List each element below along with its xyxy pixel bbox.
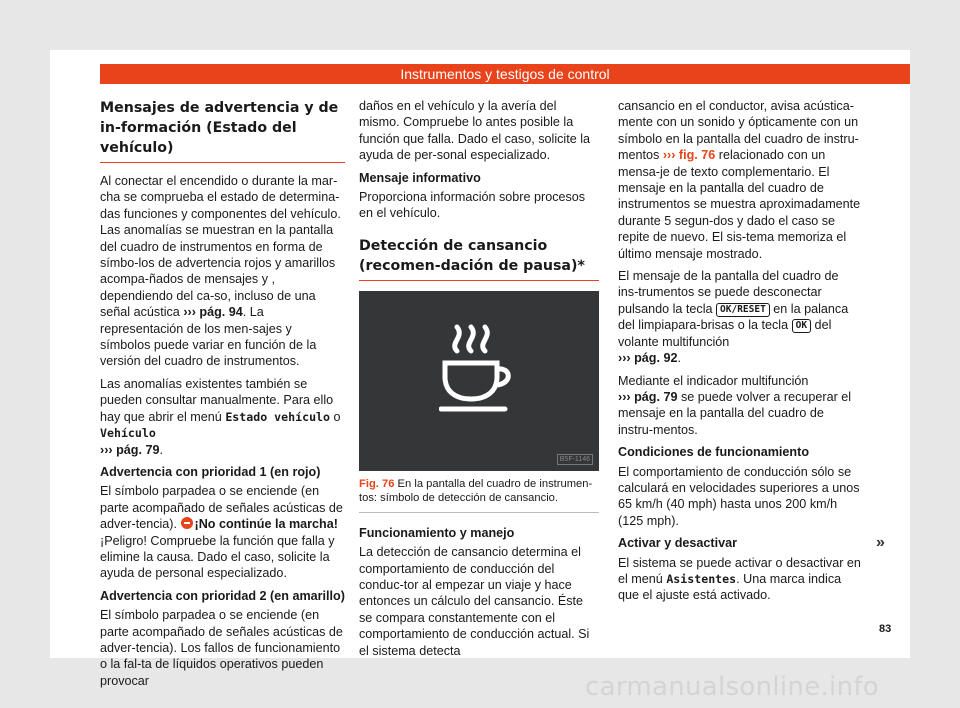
menu-estado-vehiculo: Estado vehículo bbox=[225, 409, 331, 424]
paragraph-fatigue-warning: cansancio en el conductor, avisa acústica-mente con un sonido y ópticamente con un símbolo en la pantalla del cuadro de instru-mentos ››› fig. 76 relacionado con un mensa-je de texto complementario. El mensaje en la pantalla del cuadro de instrumentos se muestra aproximadamente durante 5 segun-dos y dado el caso se repite de nuevo. El sis-tema memoriza el último mensaje mostrado. bbox=[618, 99, 861, 261]
paragraph-operation: La detección de cansancio determina el comportamiento de conducción del conduc-tor al empezar un viaje y hace entonces un cálculo del cansancio. Éste se compara constantemente con el comportamiento de conducción actual. Si el sistema detecta bbox=[359, 545, 590, 658]
figure-code: B5F-1146 bbox=[557, 454, 593, 465]
paragraph-conditions: El comportamiento de conducción sólo se calculará en velocidades superiores a unos 65 km/h (40 mph) hasta unos 200 km/h (125 mph). bbox=[618, 464, 860, 528]
warning-stop-icon bbox=[181, 517, 193, 529]
figure-fatigue-symbol bbox=[359, 291, 599, 471]
paragraph-recall-message: Mediante el indicador multifunción ››› pág. 79 se puede volver a recuperar el mensaje en la pantalla del cuadro de instru-mentos. bbox=[618, 373, 852, 437]
menu-vehiculo: Vehículo bbox=[100, 426, 156, 441]
subheading-priority-1: Advertencia con prioridad 1 (en rojo) bbox=[100, 464, 321, 479]
subheading-priority-2: Advertencia con prioridad 2 (en amarillo) bbox=[100, 588, 345, 603]
ok-reset-key-icon: OK/RESET bbox=[716, 303, 770, 317]
page-reference[interactable]: ››› pág. 94 bbox=[183, 305, 243, 320]
column-middle bbox=[359, 98, 599, 665]
paragraph-priority-1: El símbolo parpadea o se enciende (en parte acompañado de señales acústicas de adver-tencia). ¡No continúe la marcha! ¡Peligro! Compruebe la función que falla y elimine la causa. Dado el caso, solicite la ayuda de personal especializado. bbox=[100, 484, 343, 581]
section-title-warnings: Mensajes de advertencia y de in-formación (Estado del vehículo) bbox=[100, 98, 345, 163]
page-reference[interactable]: ››› pág. 79 bbox=[618, 389, 678, 404]
watermark-text: carmanualsonline.info bbox=[585, 672, 880, 702]
coffee-cup-icon bbox=[439, 321, 521, 413]
paragraph-continued: daños en el vehículo y la avería del mismo. Compruebe lo antes posible la función que falla. Dado el caso, solicite la ayuda de per-sonal especializado. bbox=[359, 99, 591, 163]
figure-reference[interactable]: ››› fig. 76 bbox=[662, 148, 716, 163]
paragraph-manual-check: Las anomalías existentes también se pueden consultar manualmente. Para ello hay que abrir el menú Estado vehículo o Vehículo ››› pág. 79. bbox=[100, 376, 341, 457]
column-right bbox=[618, 98, 861, 610]
subheading-conditions: Condiciones de funcionamiento bbox=[618, 445, 810, 460]
paragraph-activate: El sistema se puede activar o desactivar en el menú Asistentes. Una marca indica que el ajuste está activado. bbox=[618, 555, 861, 603]
page-reference[interactable]: ››› pág. 92 bbox=[618, 351, 678, 366]
paragraph-dismiss-message: El mensaje de la pantalla del cuadro de ins-trumentos se puede desconectar pulsando la tecla OK/RESET en la palanca del limpiapara-brisas o la tecla OK del volante multifunción ››› pág. 92. bbox=[618, 269, 849, 366]
subheading-operation: Funcionamiento y manejo bbox=[359, 525, 515, 540]
paragraph-info-message: Proporciona información sobre procesos en el vehículo. bbox=[359, 190, 586, 221]
subheading-info-message: Mensaje informativo bbox=[359, 170, 481, 185]
menu-asistentes: Asistentes bbox=[666, 571, 737, 586]
column-left bbox=[100, 98, 345, 695]
page-reference[interactable]: ››› pág. 79 bbox=[100, 442, 160, 457]
continue-marker: » bbox=[876, 534, 885, 551]
section-title-fatigue: Detección de cansancio (recomen-dación de pausa)* bbox=[359, 236, 599, 281]
figure-caption: Fig. 76 En la pantalla del cuadro de instrumen-tos: símbolo de detección de cansancio. bbox=[359, 471, 599, 513]
page-number: 83 bbox=[879, 623, 892, 635]
paragraph-intro: Al conectar el encendido o durante la mar-cha se comprueba el estado de determina-das funciones y componentes del vehículo. Las anomalías se muestran en la pantalla del cuadro de instrumentos en forma de símbo-los de advertencia rojos y amarillos acompa-ñados de mensajes y , dependiendo del ca-so, incluso de una señal acústica ››› pág. 94. La representación de los men-sajes y símbolos puede variar en función de la versión del cuadro de instrumentos. bbox=[100, 174, 341, 369]
ok-key-icon: OK bbox=[792, 319, 811, 333]
subheading-activate: Activar y desactivar bbox=[618, 536, 738, 551]
chapter-header: Instrumentos y testigos de control bbox=[100, 64, 910, 84]
paragraph-priority-2: El símbolo parpadea o se enciende (en parte acompañado de señales acústicas de adver-tencia). Los fallos de funcionamiento o la fal-ta de líquidos operativos pueden provocar bbox=[100, 608, 343, 688]
